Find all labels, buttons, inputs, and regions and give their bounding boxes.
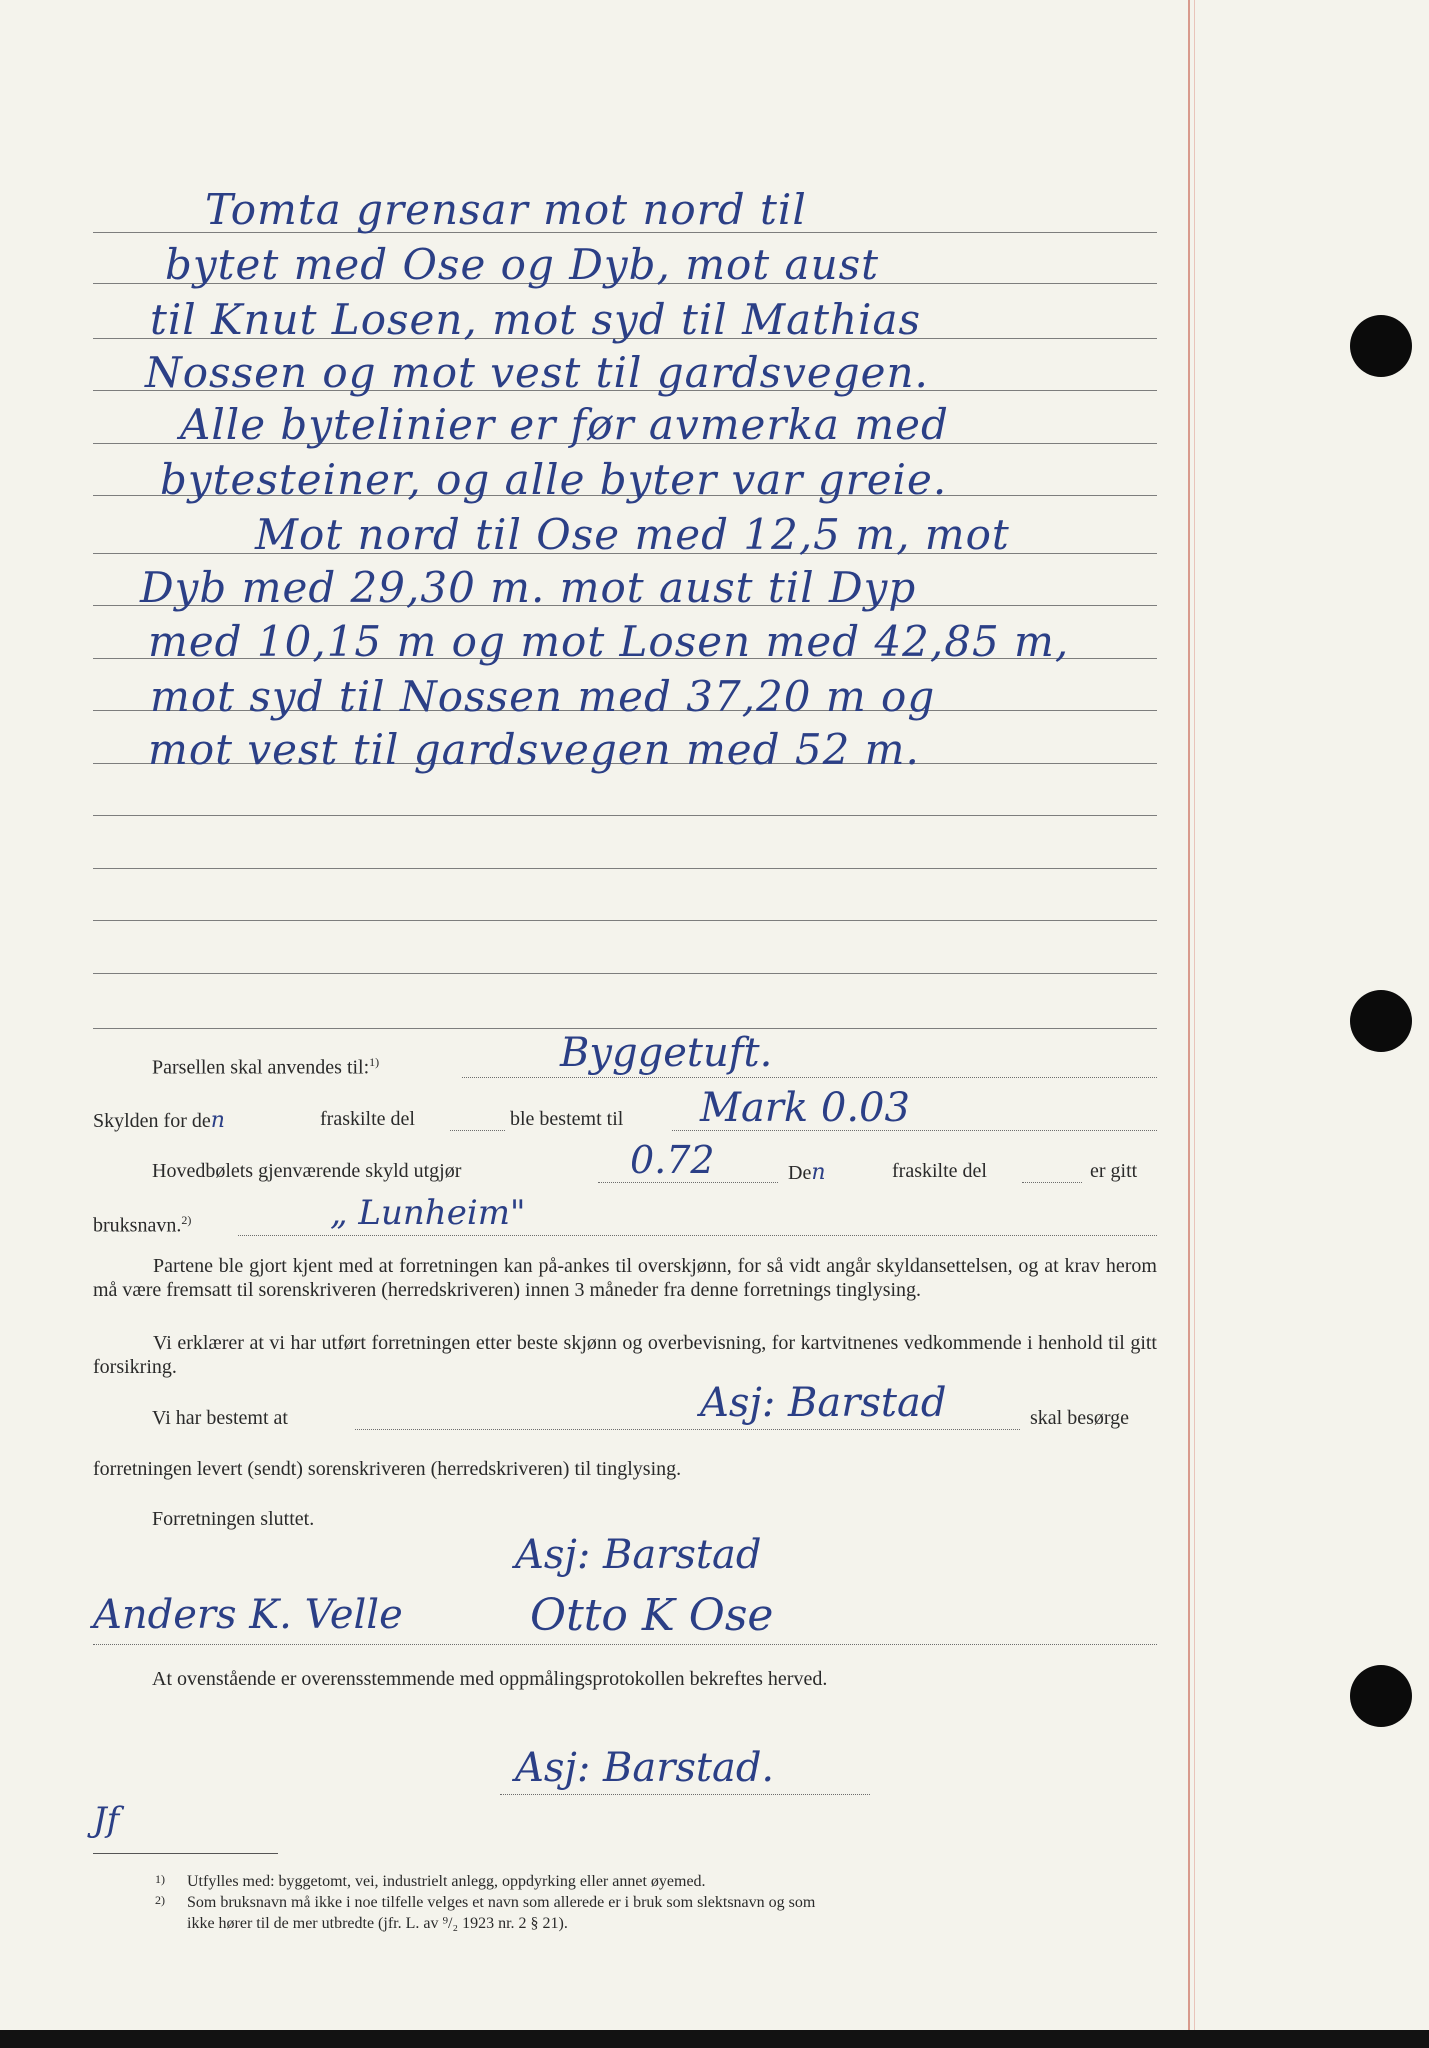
handwritten-line: Nossen og mot vest til gardsvegen. xyxy=(145,348,929,397)
sluttet-label: Forretningen sluttet. xyxy=(152,1508,315,1530)
handwritten-line: Mot nord til Ose med 12,5 m, mot xyxy=(255,510,1010,559)
skyld-bestemt-label: ble bestemt til xyxy=(510,1108,624,1130)
ruled-line xyxy=(93,815,1157,816)
signature-velle: Anders K. Velle xyxy=(93,1592,403,1638)
handwritten-line: med 10,15 m og mot Losen med 42,85 m, xyxy=(148,617,1070,666)
de-handwritten-suffix: n xyxy=(811,1160,826,1185)
margin-line-secondary xyxy=(1194,0,1195,2030)
ruled-line xyxy=(93,973,1157,974)
declaration-paragraph: Vi erklærer at vi har utført forretningen etter beste skjønn og overbevisning, for kartvitnenes vedkommende i henhold til gitt forsikring. xyxy=(93,1332,1157,1378)
signature-barstad-confirm: Asj: Barstad. xyxy=(515,1745,775,1791)
bestemt-label: Vi har bestemt at xyxy=(152,1407,288,1429)
fraskilte-dotted-line xyxy=(1022,1181,1082,1183)
handwritten-line: Tomta grensar mot nord til xyxy=(205,185,807,234)
levert-line: forretningen levert (sendt) sorenskriveren (herredskriveren) til tinglysing. xyxy=(93,1458,682,1480)
signature-dotted-line xyxy=(93,1643,1157,1645)
skyld-dotted-line xyxy=(450,1129,505,1131)
ruled-line xyxy=(93,920,1157,921)
use-dotted-line xyxy=(462,1076,1157,1078)
footnote-1-mark: 1) xyxy=(155,1872,165,1886)
hovedbol-label: Hovedbølets gjenværende skyld utgjør xyxy=(152,1160,462,1182)
handwritten-line: mot vest til gardsvegen med 52 m. xyxy=(148,725,920,774)
bestemt-dotted-line xyxy=(355,1428,1020,1430)
bruksnavn-dotted-line xyxy=(238,1234,1157,1236)
handwritten-line: Dyb med 29,30 m. mot aust til Dyp xyxy=(140,563,917,612)
margin-line xyxy=(1188,0,1190,2030)
handwritten-line: bytesteiner, og alle byter var greie. xyxy=(160,455,948,504)
handwritten-line: mot syd til Nossen med 37,20 m og xyxy=(150,672,936,721)
footnote-1: Utfylles med: byggetomt, vei, industrielt anlegg, oppdyrking eller annet øyemed. xyxy=(187,1873,706,1890)
er-gitt-label: er gitt xyxy=(1090,1160,1138,1182)
punch-hole-icon xyxy=(1350,1665,1412,1727)
bestemt-signature: Asj: Barstad xyxy=(700,1380,947,1426)
skal-besorge-label: skal besørge xyxy=(1030,1407,1130,1429)
scan-edge xyxy=(0,2030,1429,2048)
handwritten-line: til Knut Losen, mot syd til Mathias xyxy=(150,295,922,344)
punch-hole-icon xyxy=(1350,315,1412,377)
de-label: Den xyxy=(788,1160,826,1185)
signature-ose: Otto K Ose xyxy=(530,1590,774,1641)
footnote-2-mark: 2) xyxy=(155,1893,165,1907)
appeal-paragraph: Partene ble gjort kjent med at forretningen kan på-ankes til overskjønn, for så vidt angår skyldansettelsen, og at krav herom må være fremsatt til sorenskriveren (herredskriveren) innen 3 måneder fra denne forretnings tinglysing. xyxy=(93,1255,1157,1301)
bruksnavn-label: bruksnavn.$^{2)}$ xyxy=(93,1213,192,1237)
bekreftes-line: At ovenstående er overensstemmende med oppmålingsprotokollen bekreftes herved. xyxy=(152,1668,828,1690)
skyld-fraskilte-label: fraskilte del xyxy=(320,1108,415,1130)
punch-hole-icon xyxy=(1350,990,1412,1052)
skyld-handwritten-suffix: n xyxy=(210,1108,225,1133)
signature-barstad: Asj: Barstad xyxy=(515,1532,762,1578)
fraskilte-label: fraskilte del xyxy=(892,1160,987,1182)
initials: Jf xyxy=(93,1800,120,1840)
footnote-divider xyxy=(93,1853,278,1854)
footnote-2a: Som bruksnavn må ikke i noe tilfelle velges et navn som allerede er i bruk som slektsnavn og som xyxy=(187,1894,816,1911)
handwritten-line: Alle bytelinier er før avmerka med xyxy=(180,400,949,449)
handwritten-line: bytet med Ose og Dyb, mot aust xyxy=(165,240,880,289)
skyld-value: Mark 0.03 xyxy=(700,1085,910,1131)
confirm-dotted-line xyxy=(500,1793,870,1795)
use-label: Parsellen skal anvendes til:$^{1)}$ xyxy=(152,1055,380,1079)
footnote-2b: ikke hører til de mer utbredte (jfr. L. av ⁹/₂ 1923 nr. 2 § 21). xyxy=(187,1915,568,1932)
skyld-label: Skylden for den xyxy=(93,1108,225,1133)
bruksnavn-value: „ Lunheim" xyxy=(330,1193,526,1233)
use-value: Byggetuft. xyxy=(560,1030,773,1076)
ruled-line xyxy=(93,1028,1157,1029)
ruled-line xyxy=(93,868,1157,869)
hovedbol-value: 0.72 xyxy=(630,1138,715,1182)
